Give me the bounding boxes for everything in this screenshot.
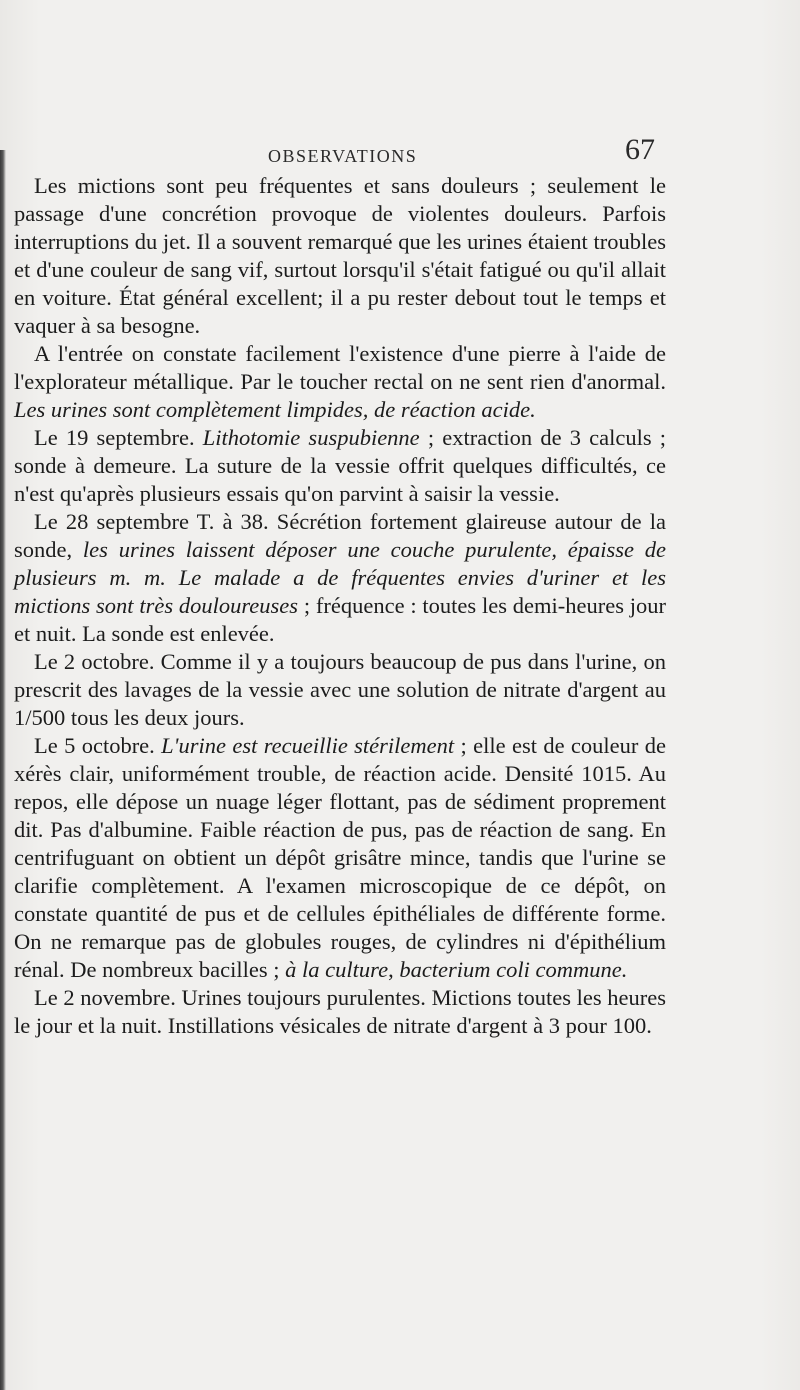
paragraph-6 xyxy=(14,732,666,984)
body-text xyxy=(14,172,666,1040)
paragraph-2 xyxy=(14,340,666,424)
paragraph-5 xyxy=(14,648,666,732)
running-title: OBSERVATIONS xyxy=(268,146,418,166)
text-segment: Les mictions sont peu fréquentes et sans douleurs ; seulement le passage d'une concrétion provoque de violentes douleurs. Parfois interruptions du jet. Il a souvent remarqué que les urines étaient troubles et d'une couleur de sang vif, surtout lorsqu'il s'était fatigué ou qu'il allait en voiture. État général excellent; il a pu rester debout tout le temps et vaquer à sa besogne. xyxy=(14,173,666,338)
paragraph-7 xyxy=(14,984,666,1040)
text-segment: ; elle est de couleur de xérès clair, uniformément trouble, de réaction acide. Densité 1015. Au repos, elle dépose un nuage léger flottant, pas de sédiment proprement dit. Pas d'albumine. Faible réaction de pus, pas de réaction de sang. En centrifuguant on obtient un dépôt grisâtre mince, tandis que l'urine se clarifie complètement. A l'examen microscopique de ce dépôt, on constate quantité de pus et de cellules épithéliales de différente forme. On ne remarque pas de globules rouges, de cylindres ni d'épithélium rénal. De nombreux bacilles ; xyxy=(14,733,666,982)
italic-segment: L'urine est recueillie stérilement xyxy=(161,733,455,758)
page-binding-edge xyxy=(0,150,6,1390)
italic-segment: bacterium coli commune. xyxy=(399,957,628,982)
italic-segment: les urines laissent déposer une couche purulente, épaisse de plusieurs m. m. Le malade a de fréquentes envies d'uriner et les mictions sont très douloureuses xyxy=(14,537,666,618)
text-segment: Le 28 septembre T. à 38. Sécrétion fortement glaireuse autour de la sonde, xyxy=(14,509,666,562)
text-segment: Le 5 octobre. xyxy=(34,733,162,758)
text-segment: A l'entrée on constate facilement l'existence d'une pierre à l'aide de l'explorateur métallique. Par le toucher rectal on ne sent rien d'anormal. xyxy=(14,341,666,394)
text-segment: ; extraction de 3 calculs ; sonde à demeure. La suture de la vessie offrit quelques difficultés, ce n'est qu'après plusieurs essais qu'on parvint à saisir la vessie. xyxy=(14,425,666,506)
text-segment: Le 19 septembre. xyxy=(34,425,203,450)
italic-segment: Les urines sont complètement limpides, de réaction acide. xyxy=(14,397,536,422)
paragraph-3 xyxy=(14,424,666,508)
italic-segment: Lithotomie suspubienne xyxy=(202,425,420,450)
paragraph-1 xyxy=(14,172,666,340)
italic-segment: à la culture xyxy=(285,957,389,982)
text-segment: Le 2 octobre. Comme il y a toujours beaucoup de pus dans l'urine, on prescrit des lavages de la vessie avec une solution de nitrate d'argent au 1/500 tous les deux jours. xyxy=(14,649,666,730)
page-number: 67 xyxy=(625,133,655,166)
text-segment: , xyxy=(388,957,400,982)
text-segment: ; fréquence : toutes les demi-heures jour et nuit. La sonde est enlevée. xyxy=(14,593,666,646)
paragraph-4 xyxy=(14,508,666,648)
text-segment: Le 2 novembre. Urines toujours purulentes. Mictions toutes les heures le jour et la nuit. Instillations vésicales de nitrate d'argent à 3 pour 100. xyxy=(14,985,666,1038)
